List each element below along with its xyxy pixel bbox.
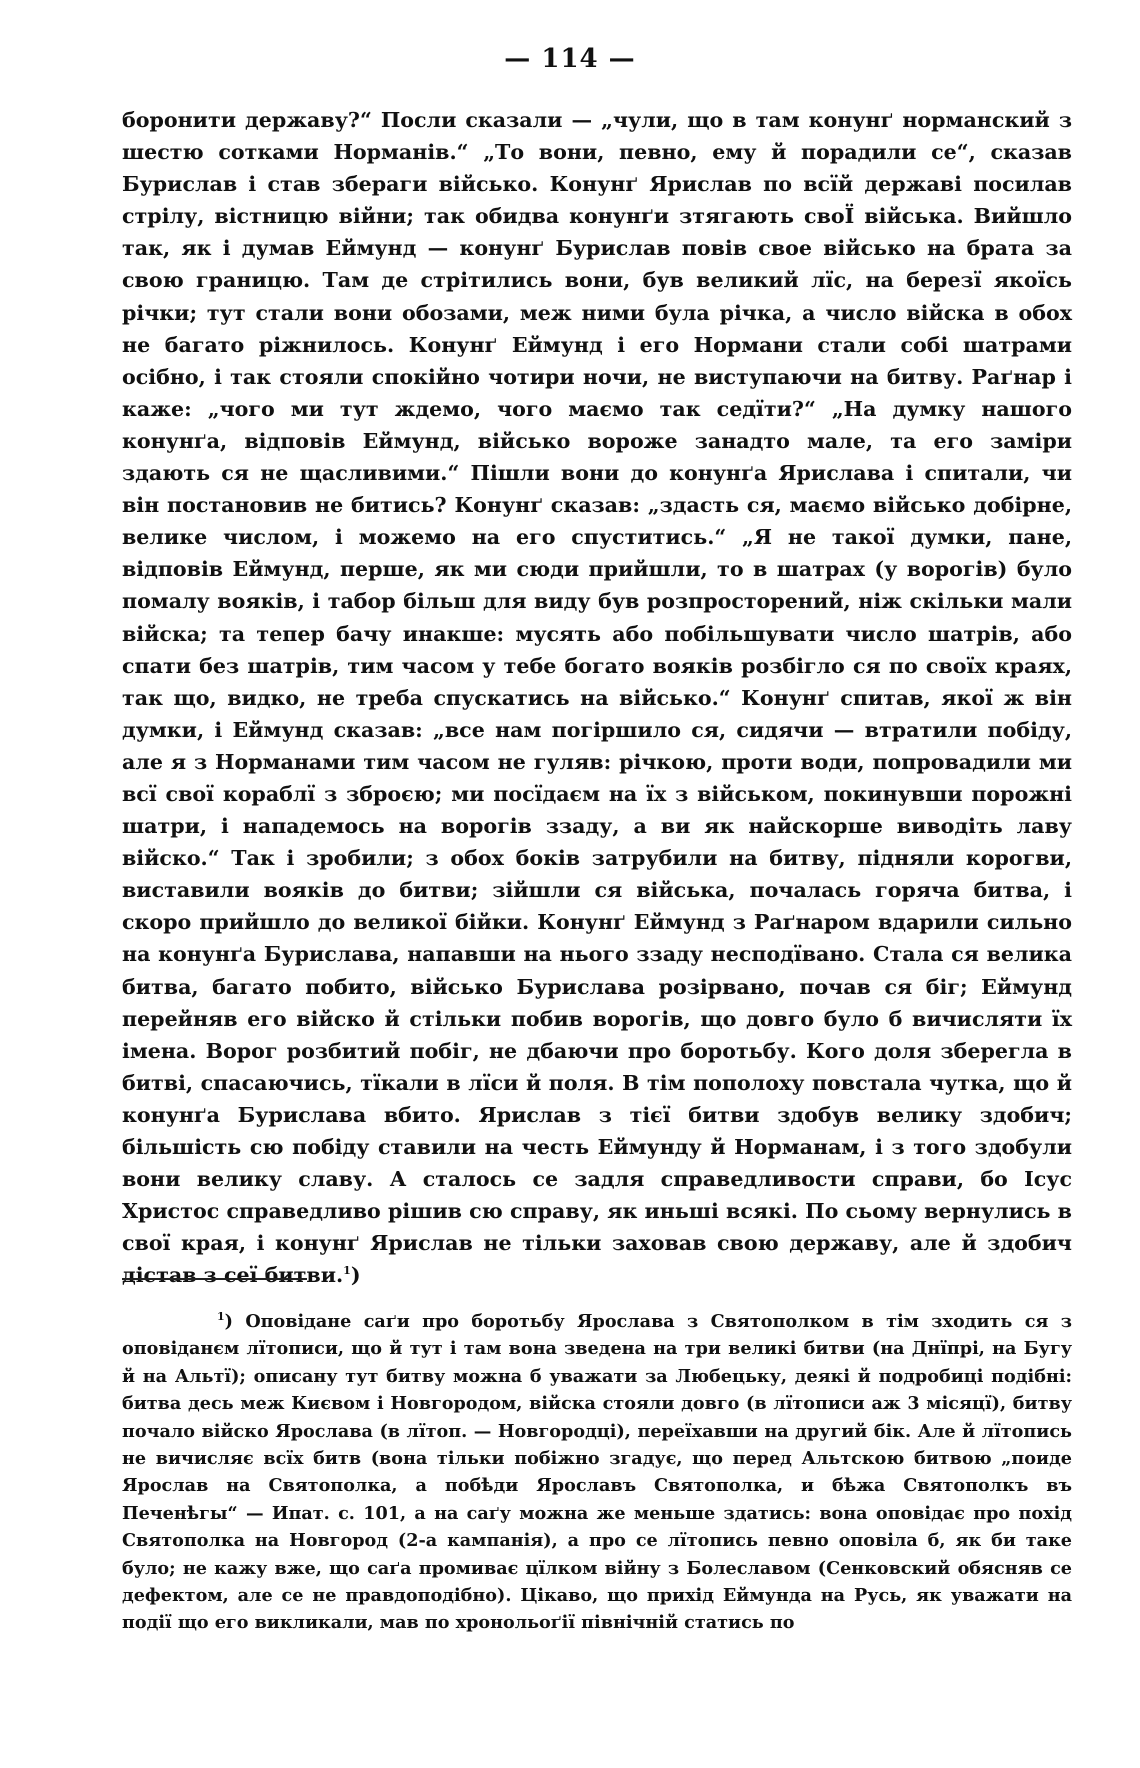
- footnote-marker-close: ): [224, 1311, 233, 1332]
- footnote-reference-close: ): [350, 1263, 361, 1288]
- footnote-first-line: [122, 1308, 1072, 1637]
- main-text-body: боронити державу?“ Посли сказали — „чули, що в там конунґ норманский з шестю сотками Норманів.“ „То вони, певно, ему й порадили се“, сказав Бурислав і став збераги військо. Конунґ Ярислав по всїй державі посилав стрілу, вістницю війни; так обидва конунґи зтягають своЇ війська. Вийшло так, як і думав Еймунд — конунґ Бурислав повів свое військо на брата за свою границю. Там де стрітились вони, був великий лїс, на березї якоїсь річки; тут стали вони обозами, меж ними була річка, а число війска в обох не багато ріжнилось. Конунґ Еймунд і его Нормани стали собі шатрами осібно, і так стояли спокійно чотири ночи, не виступаючи на битву. Раґнар і каже: „чого ми тут ждемо, чого маємо так седїти?“ „На думку нашого конунґа, відповів Еймунд, військо вороже занадто мале, та его заміри здають ся не щасливими.“ Пішли вони до конунґа Ярислава і спитали, чи він постановив не битись? Конунґ сказав: „здасть ся, маємо військо добірне, велике числом, і можемо на его спуститись.“ „Я не такої думки, пане, відповів Еймунд, перше, як ми сюди прийшли, то в шатрах (у ворогів) було помалу вояків, і табор більш для виду був розпросторений, ніж скільки мали війска; та тепер бачу инакше: мусять або побільшувати число шатрів, або спати без шатрів, тим часом у тебе богато вояків розбігло ся по своїх краях, так що, видко, не треба спускатись на військо.“ Конунґ спитав, якої ж він думки, і Еймунд сказав: „все нам погіршило ся, сидячи — втратили побіду, але я з Норманами тим часом не гуляв: річкою, проти води, попровадили ми всї свої кораблї з зброєю; ми посїдаєм на їх з військом, покинувши порожні шатри, і нападемось на ворогів ззаду, а ви як найскорше виводіть лаву війско.“ Так і зробили; з обох боків затрубили на битву, підняли корогви, виставили вояків до битви; зійшли ся війська, почалась горяча битва, і скоро прийшло до великої бійки. Конунґ Еймунд з Раґнаром вдарили сильно на конунґа Бурислава, напавши на нього ззаду несподївано. Стала ся велика битва, багато побито, військо Бурислава розірвано, почав ся біг; Еймунд перейняв его війско й стільки побив ворогів, що довго було б вичисляти їх імена. Ворог розбитий побіг, не дбаючи про боротьбу. Кого доля зберегла в битві, спасаючись, тїкали в лїси й поля. В тім пополоху повстала чутка, що й конунґа Бурислава вбито. Ярислав з тієї битви здобув велику здобич; більшість сю побіду ставили на честь Еймунду й Норманам, і з того здобули вони велику славу. А сталось се задля справедливости справи, бо Ісус Христос справедливо рішив сю справу, як иньші всякі. По сьому вернулись в свої края, і конунґ Ярислав не тільки заховав свою державу, але й здобич дістав з сеї битви.: [122, 108, 1072, 1288]
- footnote-marker: 1: [217, 1310, 225, 1324]
- footnote-block: [122, 1308, 1072, 1637]
- footnote-text: Оповідане саґи про боротьбу Ярослава з Святополком в тім зходить ся з оповіданєм лїтописи, що й тут і там вона зведена на три великі битви (на Днїпрі, на Бугу й на Альтї); описану тут битву можна б уважати за Любецьку, деякі й подробиці подібні: битва десь меж Києвом і Новгородом, війска стояли довго (в лїтописи аж 3 місяцї), битву почало війско Ярослава (в лїтоп. — Новгородці), переїхавши на другий бік. Але й лїтопись не вичисляє всїх битв (вона тільки побіжно згадує, що перед Альтскою битвою „поиде Ярослав на Святополка, а побѣди Ярославъ Святополка, и бѣжа Святополкъ въ Печенѣгы“ — Ипат. с. 101, а на саґу можна же меньше здатись: вона оповідає про похід Святополка на Новгород (2-а кампанія), а про се лїтопись певно оповіла б, як би таке було; не кажу вже, що саґа промиває цїлком війну з Болеславом (Сенковский обясняв се дефектом, але се не правдоподібно). Цікаво, що прихід Еймунда на Русь, як уважати на події що его викликали, мав по хронольоґії північній статись по: [122, 1311, 1072, 1634]
- footnote-separator: [122, 1278, 307, 1280]
- main-text-block: [122, 104, 1072, 1291]
- page-number: — 114 —: [504, 44, 636, 74]
- footnote-reference: 1: [343, 1264, 351, 1278]
